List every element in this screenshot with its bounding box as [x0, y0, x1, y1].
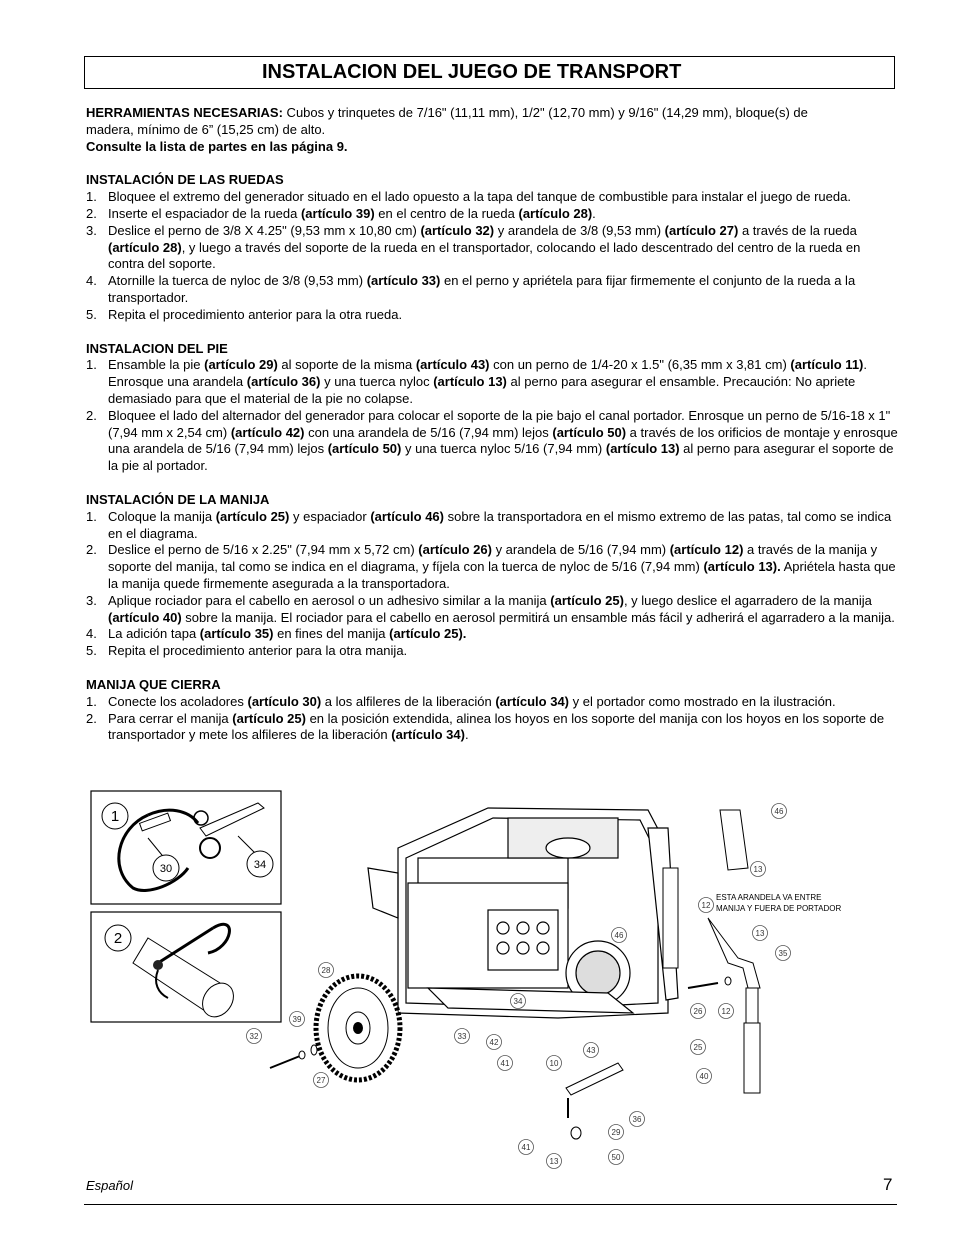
inset-2-number: 2 — [113, 930, 123, 947]
part-reference: (artículo 26) — [418, 542, 492, 558]
step-text: Conecte los acoladores — [108, 693, 248, 709]
step-text: en el perno y apriétela para fijar firmemente el conjunto de la rueda a la transportador. — [108, 273, 856, 305]
part-reference: (artículo 13) — [433, 374, 507, 390]
step-number: 2. — [86, 407, 97, 423]
step-text: al perno para asegurar el ensamble. Precaución: No apriete demasiado para que el material de la pie no colapse. — [108, 374, 856, 406]
part-reference: (artículo 34) — [495, 693, 570, 709]
callout-13-handle: 13 — [755, 929, 765, 938]
part-reference: (artículo 42) — [230, 424, 305, 440]
step-text: La adición tapa — [108, 626, 200, 642]
generator — [368, 808, 678, 1018]
step-text: y una tuerca nyloc 5/16 (7,94 mm) — [401, 441, 606, 457]
step-text: . — [592, 205, 596, 221]
callout-27: 27 — [316, 1076, 326, 1085]
part-reference: (artículo 50) — [327, 441, 402, 457]
instructions — [86, 105, 898, 744]
step-text: en fines del manija — [273, 626, 390, 642]
callout-36: 36 — [632, 1115, 642, 1124]
callout-40: 40 — [699, 1072, 709, 1081]
part-reference: (artículo 12) — [669, 542, 744, 558]
part-reference: (artículo 32) — [420, 222, 495, 238]
part-reference: (artículo 28) — [108, 239, 182, 255]
step-text: , y luego deslice el agarradero de la manija — [623, 592, 872, 608]
callout-12-note: 12 — [701, 901, 711, 910]
part-reference: (artículo 36) — [246, 374, 321, 390]
callout-35: 35 — [778, 949, 788, 958]
part-reference: (artículo 40) — [108, 609, 182, 625]
step-text: Repita el procedimiento anterior para la otra manija. — [108, 643, 408, 659]
section-heading: INSTALACIÓN DE LAS RUEDAS — [86, 172, 284, 188]
assembly-illustration — [88, 788, 903, 1178]
step-text: en la posición extendida, alinea los hoyos en los soporte del manija con los hoyos en los soporte de transportador y mete los alfileres de la liberación — [108, 710, 885, 743]
inset-1-number: 1 — [110, 808, 120, 825]
step-item — [86, 694, 898, 711]
callout-28: 28 — [321, 966, 331, 975]
callout-33: 33 — [457, 1032, 467, 1041]
tools-label: HERRAMIENTAS NECESARIAS: — [86, 105, 283, 120]
part-reference: (artículo 33) — [366, 273, 441, 289]
page-number: 7 — [883, 1175, 893, 1194]
step-text: al perno para asegurar el soporte de la pie al portador. — [108, 441, 894, 474]
sections — [86, 155, 898, 744]
inset-1 — [91, 791, 281, 904]
section-heading: INSTALACIÓN DE LA MANIJA — [86, 491, 270, 507]
inset-2 — [91, 912, 281, 1023]
callout-50: 50 — [611, 1153, 621, 1162]
step-text: a través de la rueda — [738, 222, 857, 238]
callout-10: 10 — [549, 1059, 559, 1068]
step-number: 1. — [86, 357, 97, 373]
section-heading: INSTALACION DEL PIE — [86, 340, 228, 356]
step-text: y arandela de 5/16 (7,94 mm) — [491, 542, 670, 558]
step-number: 4. — [86, 273, 97, 289]
step-text: . — [464, 727, 469, 743]
step-item — [86, 273, 898, 307]
part-reference: (artículo 25). — [389, 626, 467, 642]
step-number: 3. — [86, 592, 97, 608]
callout-41-lower: 41 — [521, 1143, 531, 1152]
section-gap — [86, 324, 898, 341]
callout-42: 42 — [489, 1038, 499, 1047]
callout-43: 43 — [586, 1046, 596, 1055]
part-reference: (artículo 27) — [664, 222, 739, 238]
step-text: Bloquee el extremo del generador situado en el lado opuesto a la tapa del tanque de combustible para instalar el juego de rueda. — [108, 189, 851, 205]
step-item — [86, 206, 898, 223]
step-number: 1. — [86, 189, 97, 205]
step-text: con un perno de 1/4-20 x 1.5" (6,35 mm x 3,81 cm) — [489, 357, 791, 373]
step-text: Inserte el espaciador de la rueda — [108, 205, 301, 221]
title-box — [84, 56, 895, 89]
step-list — [86, 694, 898, 744]
step-text: Repita el procedimiento anterior para la otra rueda. — [108, 306, 403, 322]
callout-32: 32 — [249, 1032, 259, 1041]
step-text: . Enrosque una arandela — [108, 357, 867, 390]
step-number: 4. — [86, 626, 97, 642]
tools-text-1: Cubos y trinquetes de 7/16" (11,11 mm), 1/2" (12,70 mm) y 9/16" (14,29 mm), bloque(s) de — [282, 105, 808, 120]
step-number: 2. — [86, 542, 97, 558]
note-line-2: MANIJA Y FUERA DE PORTADOR — [716, 904, 842, 913]
callout-46-top: 46 — [774, 807, 784, 816]
step-number: 5. — [86, 643, 97, 659]
part-reference: (artículo 13) — [605, 441, 680, 457]
step-text: y una tuerca nyloc — [320, 374, 434, 390]
part-reference: (artículo 25) — [232, 710, 306, 726]
footer-language: Español — [86, 1178, 133, 1193]
step-text: a través de los orificios de montaje y enrosque una arandela de 5/16 (7,94 mm) lejos — [108, 424, 898, 457]
step-text: Coloque la manija — [108, 508, 216, 524]
part-reference: (artículo 11) — [790, 357, 864, 373]
step-item — [86, 307, 898, 324]
step-item — [86, 593, 898, 627]
step-text: sobre la manija. El rociador para el cabello en aerosol permitirá un ensamble más fácil y adherirá el agarradero a la manija. — [181, 609, 895, 625]
callout-12: 12 — [721, 1007, 731, 1016]
inset-1-callout-30: 30 — [159, 863, 173, 875]
part-reference: (artículo 39) — [300, 205, 375, 221]
step-text: con una arandela de 5/16 (7,94 mm) lejos — [304, 424, 553, 440]
step-list — [86, 189, 898, 323]
step-text: Bloquee el lado del alternador del generador para colocar el soporte de la pie bajo el canal portador. Enrosque un perno de 5/16-18 x 1" (7,94 mm x 2,54 cm) — [108, 407, 891, 440]
step-item — [86, 643, 898, 660]
step-text: Atornille la tuerca de nyloc de 3/8 (9,53 mm) — [108, 273, 367, 289]
page-title: INSTALACION DEL JUEGO DE TRANSPORT — [262, 61, 682, 83]
step-text: y el portador como mostrado en la ilustración. — [569, 693, 836, 709]
part-reference: (artículo 50) — [552, 424, 627, 440]
step-number: 5. — [86, 306, 97, 322]
step-item — [86, 189, 898, 206]
callout-46-mid: 46 — [614, 931, 624, 940]
callout-41-upper: 41 — [500, 1059, 510, 1068]
step-text: al soporte de la misma — [277, 357, 416, 373]
part-reference: (artículo 28) — [518, 205, 593, 221]
step-text: en el centro de la rueda — [374, 205, 519, 221]
step-text: , y luego a través del soporte de la rueda en el transportador, colocando el lado descentrado del centro de la rueda en contra del soporte. — [108, 239, 861, 272]
inset-1-callout-34: 34 — [253, 859, 267, 871]
part-reference: (artículo 25) — [215, 508, 290, 524]
callout-26: 26 — [693, 1007, 703, 1016]
section-gap — [86, 475, 898, 492]
footer-divider — [84, 1204, 897, 1205]
step-item — [86, 223, 898, 273]
wheel — [316, 976, 400, 1080]
callout-29: 29 — [611, 1128, 621, 1137]
step-text: Aplique rociador para el cabello en aerosol o un adhesivo similar a la manija — [108, 592, 551, 608]
step-number: 2. — [86, 205, 97, 221]
callout-13-lower: 13 — [549, 1157, 559, 1166]
step-number: 1. — [86, 508, 97, 524]
step-item — [86, 711, 898, 745]
section-heading: MANIJA QUE CIERRA — [86, 676, 221, 692]
tools-paragraph — [86, 105, 898, 139]
step-text: Apriétela hasta que la manija quede firmemente asegurada a la transportadora. — [108, 559, 896, 591]
part-reference: (artículo 35) — [199, 626, 274, 642]
step-text: Deslice el perno de 5/16 x 2.25" (7,94 mm x 5,72 cm) — [108, 542, 419, 558]
step-item — [86, 542, 898, 592]
part-reference: (artículo 13). — [703, 559, 781, 575]
part-reference: (artículo 34) — [391, 727, 465, 743]
note-line-1: ESTA ARANDELA VA ENTRE — [716, 893, 822, 902]
step-number: 1. — [86, 693, 97, 709]
part-reference: (artículo 25) — [550, 592, 624, 608]
step-text: Para cerrar el manija — [108, 710, 233, 726]
step-text: sobre la transportadora en el mismo extremo de las patas, tal como se indica en el diagrama. — [108, 508, 892, 541]
step-list — [86, 357, 898, 475]
step-text: a través de la manija y soporte del manija, tal como se indica en el diagrama, y fíjela con la tuerca de nyloc de 5/16 (7,94 mm) — [108, 542, 878, 575]
step-text: a los alfileres de la liberación — [321, 693, 496, 709]
step-text: y arandela de 3/8 (9,53 mm) — [494, 222, 665, 238]
step-text: Deslice el perno de 3/8 X 4.25" (9,53 mm x 10,80 cm) — [108, 222, 421, 238]
step-text: Ensamble la pie — [108, 357, 205, 373]
callout-39: 39 — [292, 1015, 302, 1024]
part-reference: (artículo 43) — [415, 357, 490, 373]
part-reference: (artículo 29) — [204, 357, 278, 373]
section-gap — [86, 660, 898, 677]
step-item — [86, 408, 898, 475]
section-gap — [86, 155, 898, 172]
callout-34: 34 — [513, 997, 523, 1006]
step-text: y espaciador — [289, 508, 371, 524]
step-item — [86, 509, 898, 543]
step-item — [86, 357, 898, 407]
part-reference: (artículo 30) — [247, 693, 322, 709]
step-number: 3. — [86, 222, 97, 238]
step-number: 2. — [86, 710, 97, 726]
part-reference: (artículo 46) — [370, 508, 444, 524]
step-list — [86, 509, 898, 660]
parts-reference: Consulte la lista de partes en las página 9. — [86, 138, 348, 154]
callout-25: 25 — [693, 1043, 703, 1052]
tools-text-2: madera, mínimo de 6” (15,25 cm) de alto. — [86, 121, 326, 137]
callout-13-top: 13 — [753, 865, 763, 874]
step-item — [86, 626, 898, 643]
